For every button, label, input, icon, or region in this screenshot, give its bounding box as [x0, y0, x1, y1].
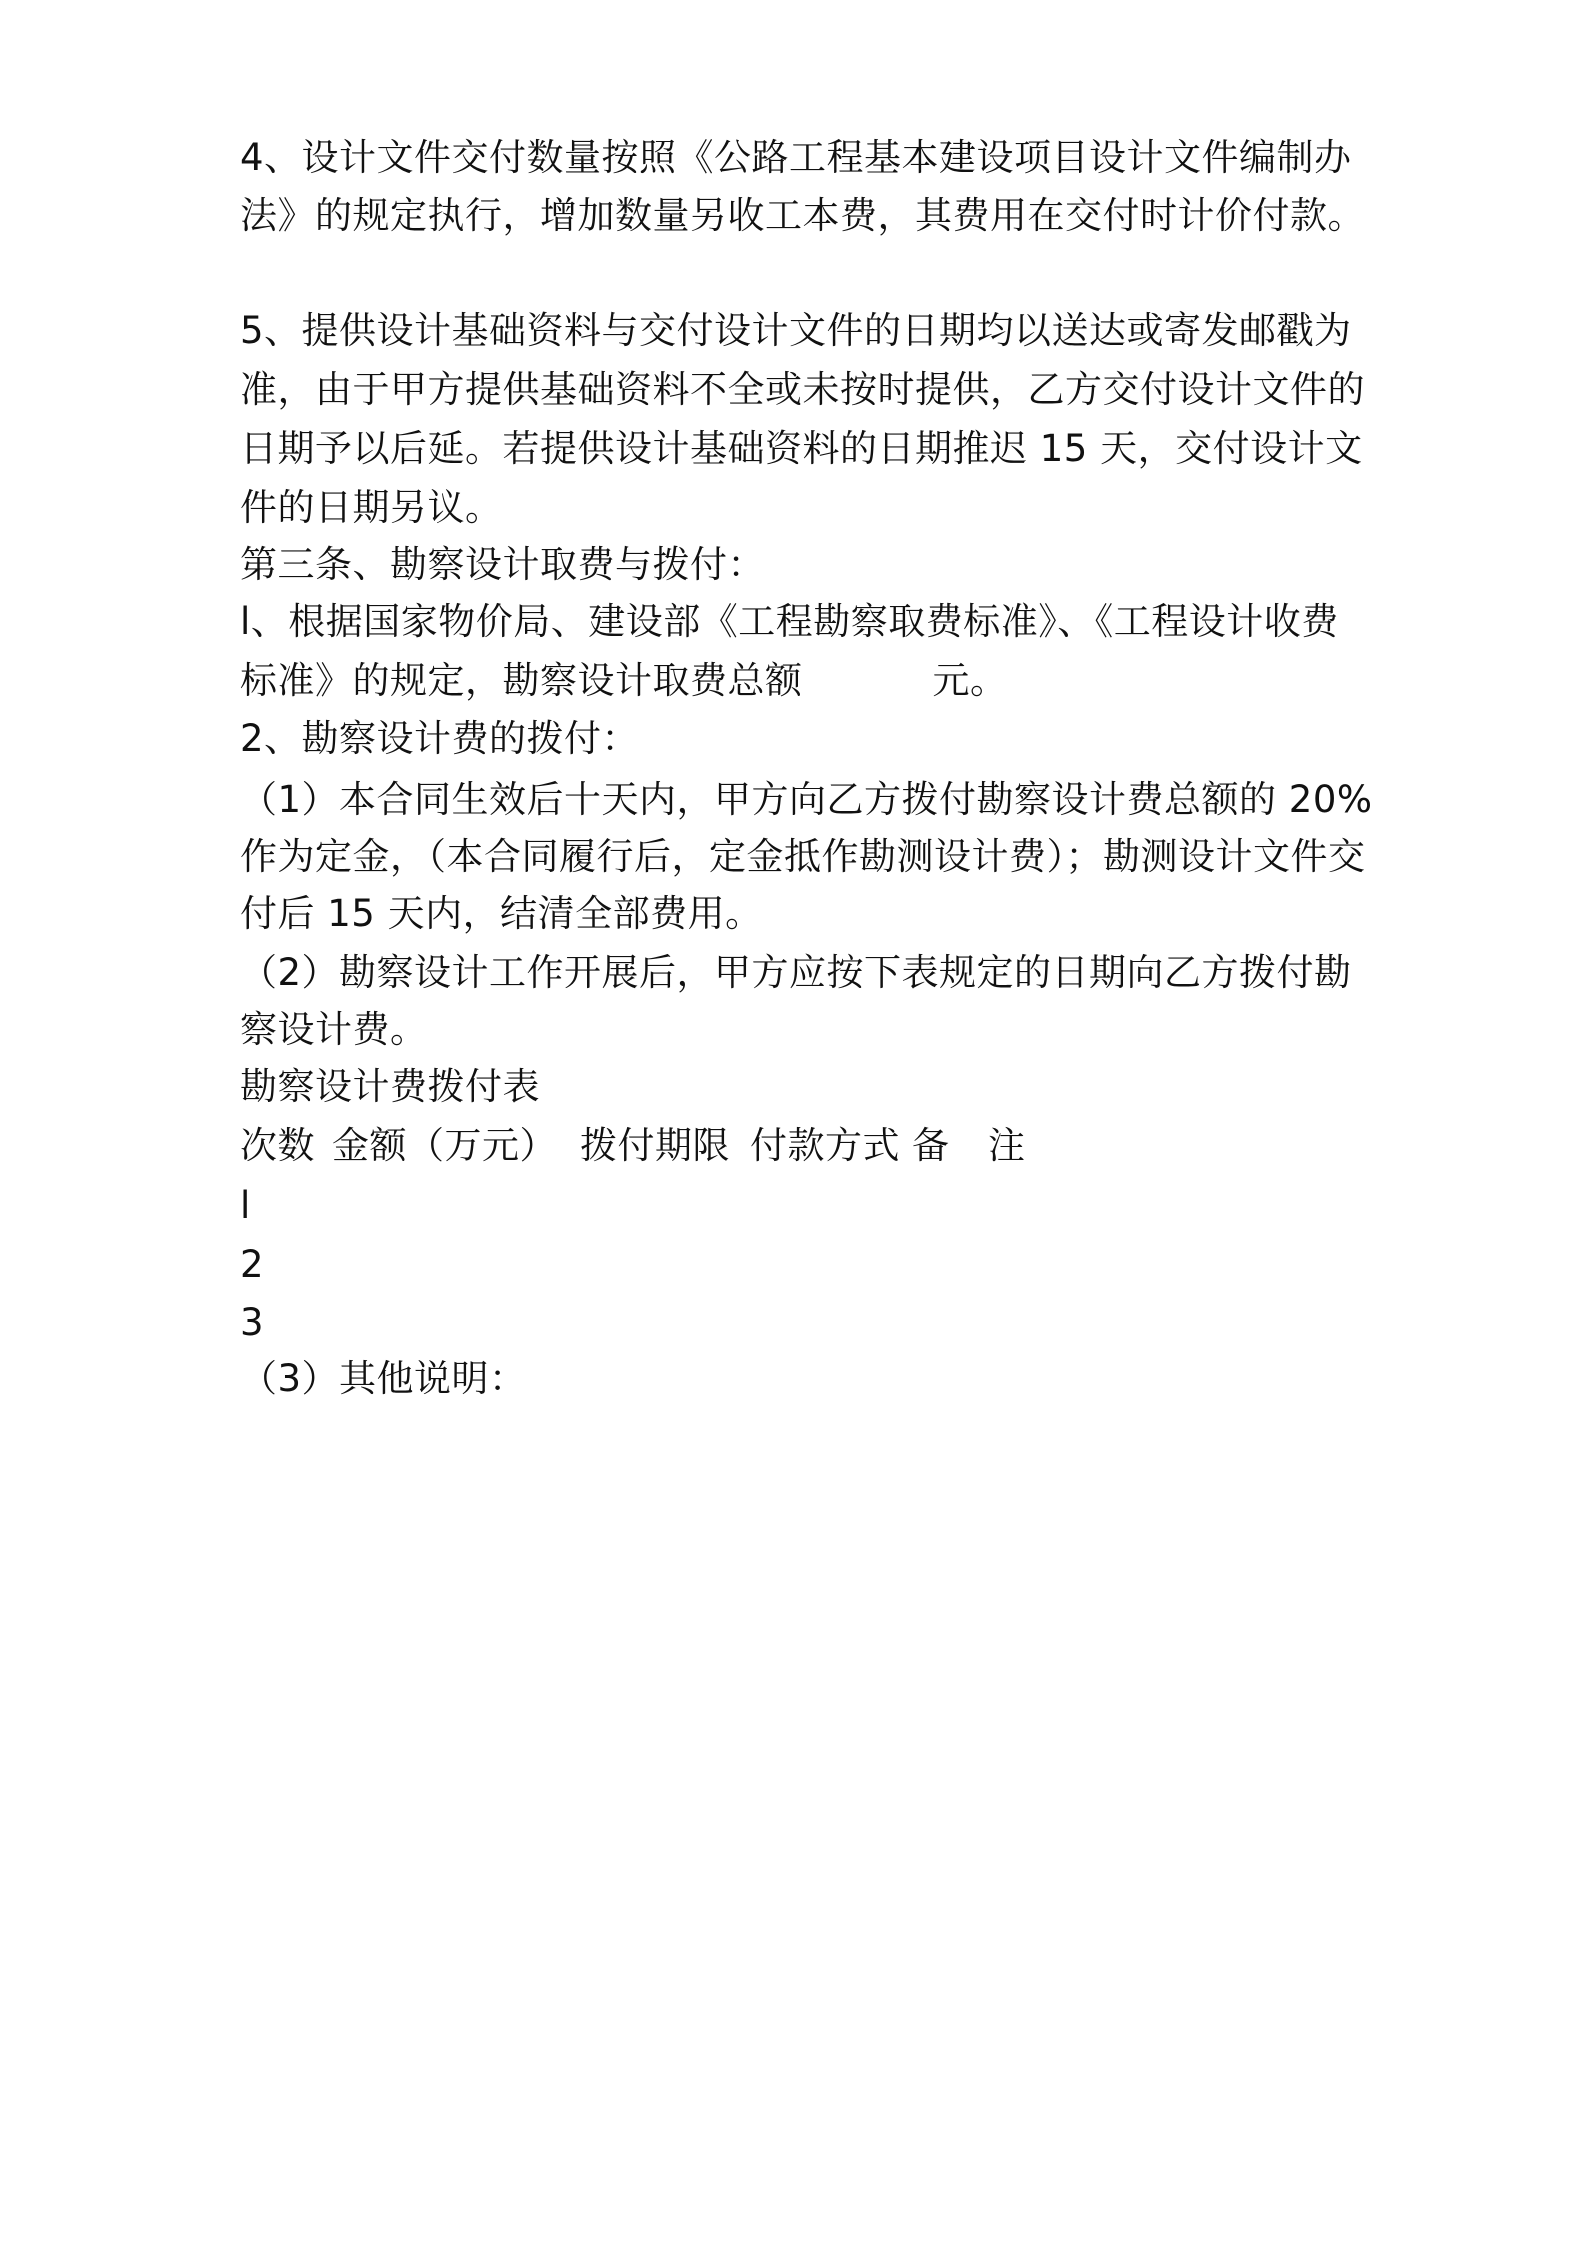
item2-heading: 2、勘察设计费的拨付：: [240, 717, 640, 760]
item1-line1: l、根据国家物价局、建设部《工程勘察取费标准》、《工程设计收费: [240, 600, 1339, 643]
item1-line2-text: 标准》的规定，勘察设计取费总额: [240, 659, 803, 702]
sub2-line1: （2）勘察设计工作开展后，甲方应按下表规定的日期向乙方拨付勘: [240, 951, 1352, 994]
table-header-remark-2: 注: [988, 1124, 1026, 1167]
clause4-line2: 法》的规定执行，增加数量另收工本费，其费用在交付时计价付款。: [240, 194, 1365, 237]
table-header-count: 次数: [240, 1124, 315, 1167]
table-row-1: l: [240, 1184, 251, 1227]
clause5-line4: 件的日期另议。: [240, 486, 503, 529]
table-header-amount: 金额（万元）: [332, 1124, 557, 1167]
table-row-3: 3: [240, 1301, 265, 1344]
table-title: 勘察设计费拨付表: [240, 1065, 540, 1108]
clause4-line1: 4、设计文件交付数量按照《公路工程基本建设项目设计文件编制办: [240, 136, 1352, 179]
item1-line2: [240, 656, 1360, 706]
sub3-heading: （3）其他说明：: [240, 1357, 527, 1400]
clause5-line3: 日期予以后延。若提供设计基础资料的日期推迟 15 天，交付设计文: [240, 427, 1363, 470]
sub1-line3: 付后 15 天内，结清全部费用。: [240, 892, 763, 935]
table-row-2: 2: [240, 1243, 265, 1286]
table-header-remark-1: 备: [912, 1124, 950, 1167]
article3-heading: 第三条、勘察设计取费与拨付：: [240, 543, 765, 586]
item1-line2-unit: 元。: [932, 659, 1008, 702]
clause5-line2: 准，由于甲方提供基础资料不全或未按时提供，乙方交付设计文件的: [240, 368, 1365, 411]
sub1-line1: （1）本合同生效后十天内，甲方向乙方拨付勘察设计费总额的 20%: [240, 778, 1373, 821]
sub1-line2: 作为定金，（本合同履行后，定金抵作勘测设计费）；勘测设计文件交: [240, 835, 1366, 878]
table-header-method: 付款方式: [750, 1124, 900, 1167]
sub2-line2: 察设计费。: [240, 1008, 428, 1051]
table-header-deadline: 拨付期限: [580, 1124, 730, 1167]
clause5-line1: 5、提供设计基础资料与交付设计文件的日期均以送达或寄发邮戳为: [240, 309, 1352, 352]
